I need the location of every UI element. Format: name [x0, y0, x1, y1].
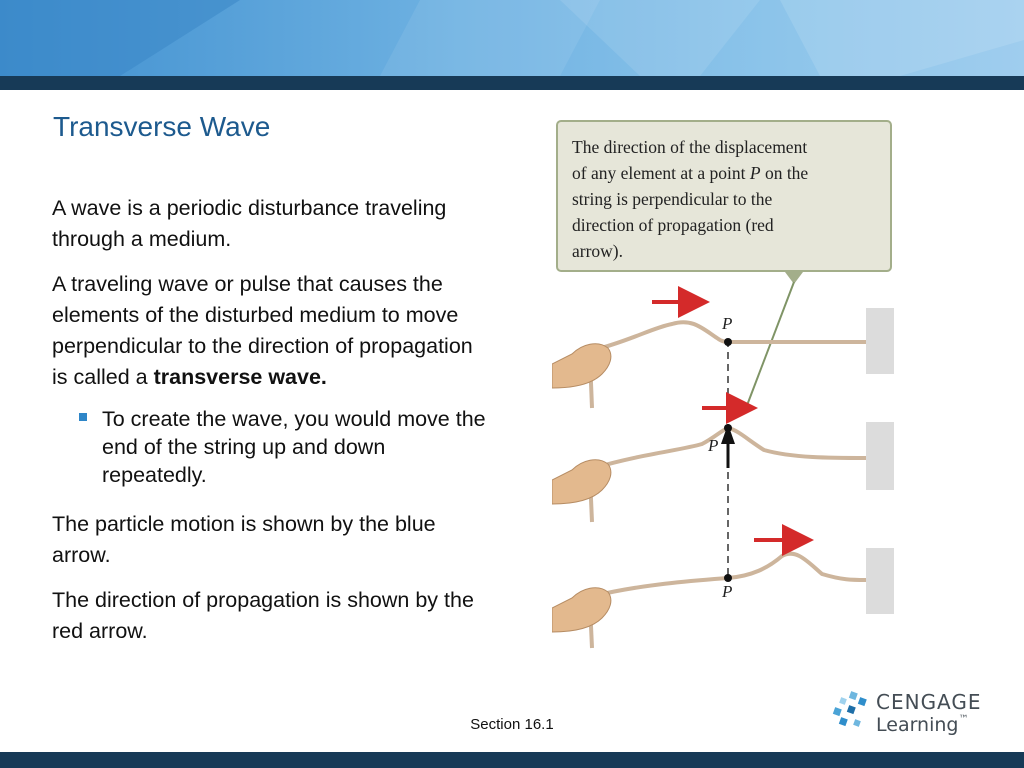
hand-middle-icon: [552, 460, 611, 504]
callout-line: The direction of the displacement: [572, 137, 808, 157]
label-p-middle: P: [708, 436, 719, 455]
bullet-text: To create the wave, you would move the end of the string up and down repeatedly.: [102, 407, 486, 487]
callout-line: arrow).: [572, 241, 624, 261]
wave-diagram: [552, 118, 898, 652]
paragraph-propagation-direction: The direction of propagation is shown by the red arrow.: [52, 588, 474, 643]
label-p-bottom: P: [722, 582, 733, 601]
wall-bottom: [866, 548, 894, 614]
slide-body: [52, 193, 492, 661]
wall-top: [866, 308, 894, 374]
wall-middle: [866, 422, 894, 490]
slide-title: Transverse Wave: [53, 111, 271, 142]
paragraph-particle-motion: The particle motion is shown by the blue arrow.: [52, 512, 436, 567]
banner-decoration: [0, 0, 1024, 76]
paragraph-transverse-definition: [52, 269, 492, 393]
hand-bottom-icon: [552, 588, 611, 632]
header-band: [0, 76, 1024, 90]
callout-point-label: P: [749, 163, 761, 183]
bullet-square-icon: [79, 413, 87, 421]
point-p-top: [724, 338, 732, 346]
hand-top-icon: [552, 344, 611, 388]
particle-motion-arrowhead: [721, 424, 735, 444]
callout-text: on the: [760, 163, 809, 183]
paragraph-transverse-text: A traveling wave or pulse that causes the elements of the disturbed medium to move perpendicular to the direction of propagation is called a: [52, 272, 473, 389]
wave-figure: [552, 118, 898, 652]
bullet-item: [52, 405, 492, 489]
logo-trademark: ™: [958, 714, 969, 725]
paragraph-wave-definition: A wave is a periodic disturbance traveling through a medium.: [52, 196, 447, 251]
point-p-bottom: [724, 574, 732, 582]
footer-section-label: Section 16.1: [470, 716, 554, 733]
term-transverse-wave: transverse wave.: [153, 365, 327, 389]
header-banner: [0, 0, 1024, 76]
callout-line: string is perpendicular to the: [572, 189, 773, 209]
logo-line1: CENGAGE: [876, 690, 982, 714]
callout-text: of any element at a point: [572, 163, 750, 183]
callout-leader-line: [746, 282, 794, 408]
callout-line: direction of propagation (red: [572, 215, 774, 235]
footer-band: [0, 752, 1024, 768]
logo-line2: Learning: [876, 714, 959, 736]
label-p-top: P: [722, 314, 733, 333]
